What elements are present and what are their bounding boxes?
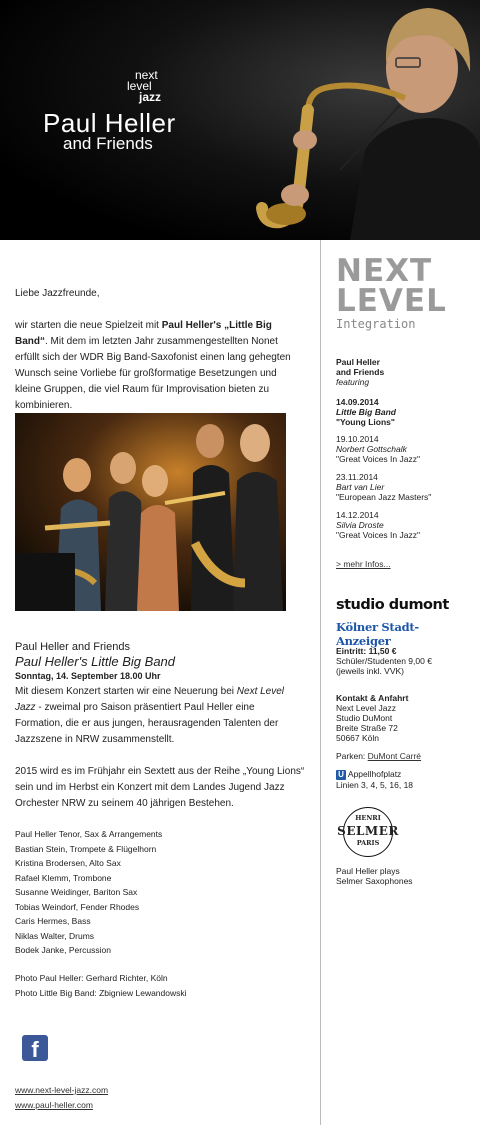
event-date: Sonntag, 14. September 18.00 Uhr: [15, 671, 161, 681]
ubahn-block: U Appellhofplatz Linien 3, 4, 5, 16, 18: [336, 769, 414, 790]
saxophonist-photo: [200, 0, 480, 240]
footer-links: [15, 1083, 305, 1113]
website-link-next-level-jazz[interactable]: www.next-level-jazz.com: [15, 1085, 109, 1095]
band-photo: [15, 413, 286, 611]
header-subtitle: and Friends: [63, 134, 153, 153]
studio-dumont-logo: studio dumont: [336, 597, 449, 613]
event-paragraph-2: 2015 wird es im Frühjahr ein Sextett aus der Reihe „Young Lions“ sein und im Herbst ein Konzert mit dem Landes Jugend Jazz Orchester NRW zu seinem 40 jährigen Bestehen.: [15, 766, 305, 809]
photo-credits: [15, 971, 305, 1001]
lineup-item: Bodek Janke, Percussion: [15, 945, 111, 955]
lineup-item: Kristina Brodersen, Alto Sax: [15, 858, 121, 868]
parking-block: Parken: DuMont Carré: [336, 751, 422, 761]
lineup-item: Niklas Walter, Drums: [15, 930, 95, 941]
concert-date: 19.10.2014 Norbert Gottschalk "Great Voices In Jazz": [336, 434, 420, 464]
concert-date-current: 14.09.2014 Little Big Band "Young Lions": [336, 397, 396, 427]
concert-date: 14.12.2014 Silvia Droste "Great Voices In Jazz": [336, 510, 420, 540]
intro-section: [15, 286, 305, 414]
lineup-list: [15, 827, 305, 958]
selmer-logo: HENRI SELMER PARIS: [335, 807, 401, 859]
event-artist: Paul Heller and Friends: [15, 641, 130, 653]
event-paragraph-1: Mit diesem Konzert starten wir eine Neuerung bei Next Level Jazz - zweimal pro Saison präsentiert Paul Heller eine Formation, die er aus jungen, herausragenden Talenten der Jazzszene in NRW zusammenstellt.: [15, 686, 285, 745]
event-header: [15, 641, 305, 683]
header-banner: [0, 0, 480, 240]
lineup-item: Paul Heller Tenor, Sax & Arrangements: [15, 829, 163, 839]
credit-line: Photo Little Big Band: Zbigniew Lewandowski: [15, 988, 187, 998]
lineup-item: Bastian Stein, Trompete & Flügelhorn: [15, 843, 157, 854]
ubahn-icon: U: [336, 770, 346, 780]
event-title: Paul Heller's Little Big Band: [15, 654, 176, 669]
lineup-item: Tobias Weindorf, Fender Rhodes: [15, 901, 140, 912]
series-block: Paul Heller and Friends featuring: [336, 357, 385, 387]
credit-line: Photo Paul Heller: Gerhard Richter, Köln: [15, 973, 168, 983]
concert-date: 23.11.2014 Bart van Lier "European Jazz Masters": [336, 472, 432, 502]
more-info-link[interactable]: > mehr Infos...: [336, 559, 391, 569]
parking-link[interactable]: DuMont Carré: [367, 751, 422, 761]
header-title: Paul Heller: [43, 108, 176, 138]
next-level-integration-logo: NEXT LEVEL Integration: [336, 253, 447, 331]
event-description: [15, 684, 305, 812]
lineup-item: Susanne Weidinger, Bariton Sax: [15, 887, 138, 897]
greeting: Liebe Jazzfreunde,: [15, 288, 100, 299]
lineup-item: Caris Hermes, Bass: [15, 916, 91, 926]
intro-paragraph: wir starten die neue Spielzeit mit Paul Heller's „Little Big Band“. Mit dem im letzten Jahr zusammengestellten Nonet erfüllt sich der WDR Big Band-Saxofonist einen lang gehegten Wunsch seine Vorliebe für großformatige Besetzungen und kleine Gruppen, die viel Raum für Improvisation bieten zu kombinieren.: [15, 320, 291, 411]
facebook-icon[interactable]: f: [22, 1035, 48, 1061]
lineup-item: Rafael Klemm, Trombone: [15, 872, 112, 883]
column-divider: [320, 240, 321, 1125]
more-info-block: [336, 559, 466, 569]
website-link-paul-heller[interactable]: www.paul-heller.com: [15, 1100, 93, 1110]
koelner-stadt-anzeiger-logo: Kölner Stadt-Anzeiger: [336, 620, 419, 648]
next-level-jazz-logo: next level jazz: [127, 68, 162, 104]
selmer-caption: Paul Heller plays Selmer Saxophones: [336, 866, 413, 886]
contact-block: Kontakt & Anfahrt Next Level Jazz Studio DuMont Breite Straße 72 50667 Köln: [336, 693, 409, 743]
entry-price-block: Eintritt: 11,50 € Schüler/Studenten 9,00 € (jeweils inkl. VVK): [336, 646, 432, 676]
